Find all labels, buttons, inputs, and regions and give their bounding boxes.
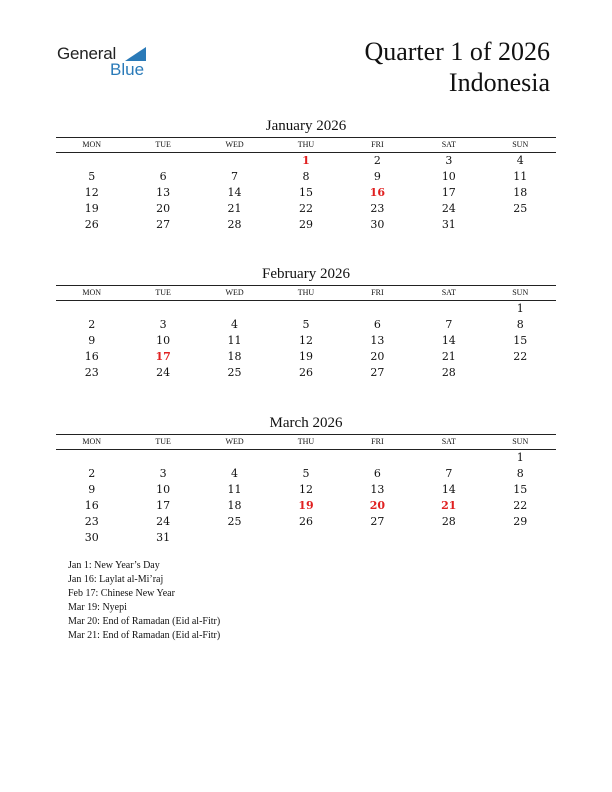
day-cell: 13 (370, 483, 385, 496)
day-cell: 7 (231, 170, 239, 183)
holiday-list (68, 559, 220, 643)
day-cell: 28 (441, 366, 456, 379)
day-cell: 5 (302, 318, 310, 331)
page-title (364, 36, 550, 98)
day-cell: 15 (513, 334, 528, 347)
empty-day-cell (342, 530, 413, 546)
weekday-label: SAT (441, 437, 456, 446)
day-cell: 11 (227, 334, 242, 347)
day-cell: 29 (513, 515, 528, 528)
day-cell: 21 (227, 202, 242, 215)
month-february (56, 265, 556, 381)
day-cell: 12 (84, 186, 99, 199)
weekday-label: SUN (512, 140, 529, 149)
empty-day-cell (56, 153, 127, 169)
day-cell: 9 (88, 483, 96, 496)
week-row (56, 466, 556, 482)
empty-day-cell (270, 301, 341, 317)
day-cell: 8 (516, 467, 524, 480)
weekday-label: MON (82, 288, 102, 297)
week-row (56, 169, 556, 185)
empty-day-cell (342, 301, 413, 317)
day-cell: 20 (156, 202, 171, 215)
weekday-label: SUN (512, 437, 529, 446)
holiday-day-cell: 1 (302, 154, 310, 167)
day-cell: 3 (159, 318, 167, 331)
day-cell: 23 (84, 366, 99, 379)
day-cell: 18 (227, 499, 242, 512)
day-cell: 24 (441, 202, 456, 215)
day-cell: 11 (513, 170, 528, 183)
weekday-label: TUE (155, 288, 171, 297)
day-cell: 4 (231, 467, 239, 480)
day-cell: 25 (227, 366, 242, 379)
day-cell: 16 (84, 499, 99, 512)
week-row (56, 185, 556, 201)
month-title: March 2026 (269, 415, 343, 431)
holiday-note: Mar 20: End of Ramadan (Eid al-Fitr) (68, 616, 221, 627)
day-cell: 24 (156, 366, 171, 379)
weekday-label: SUN (512, 288, 529, 297)
day-cell: 29 (298, 218, 313, 231)
day-cell: 19 (298, 350, 313, 363)
day-cell: 22 (513, 350, 528, 363)
empty-day-cell (127, 450, 198, 466)
logo-general-text: General (57, 44, 117, 63)
logo-blue-text: Blue (110, 60, 145, 79)
week-row (56, 349, 556, 365)
day-cell: 22 (513, 499, 528, 512)
month-title: January 2026 (265, 118, 347, 134)
day-cell: 2 (88, 318, 96, 331)
day-cell: 31 (441, 218, 456, 231)
day-cell: 30 (370, 218, 385, 231)
day-cell: 27 (370, 515, 385, 528)
day-cell: 25 (513, 202, 528, 215)
holiday-day-cell: 21 (441, 499, 457, 512)
holiday-note: Feb 17: Chinese New Year (68, 588, 175, 599)
day-cell: 2 (88, 467, 96, 480)
empty-day-cell (56, 301, 127, 317)
day-cell: 3 (159, 467, 167, 480)
week-row (56, 217, 556, 233)
day-cell: 4 (231, 318, 239, 331)
empty-day-cell (485, 530, 556, 546)
week-row (56, 482, 556, 498)
empty-day-cell (199, 153, 270, 169)
day-cell: 10 (156, 334, 171, 347)
day-cell: 14 (441, 483, 456, 496)
weekday-label: TUE (155, 437, 171, 446)
day-cell: 12 (298, 334, 313, 347)
day-cell: 8 (302, 170, 310, 183)
week-row (56, 450, 556, 466)
day-cell: 16 (84, 350, 99, 363)
day-cell: 24 (156, 515, 171, 528)
empty-day-cell (199, 530, 270, 546)
weekday-label: SAT (441, 288, 456, 297)
weekday-label: FRI (371, 288, 384, 297)
week-row (56, 498, 556, 514)
day-cell: 10 (441, 170, 456, 183)
empty-day-cell (127, 153, 198, 169)
day-cell: 9 (373, 170, 381, 183)
weekday-label: MON (82, 437, 102, 446)
weekday-label: THU (297, 140, 315, 149)
day-cell: 6 (373, 318, 381, 331)
day-cell: 21 (441, 350, 456, 363)
day-cell: 26 (84, 218, 99, 231)
title-country: Indonesia (448, 68, 550, 97)
day-cell: 14 (227, 186, 242, 199)
day-cell: 28 (441, 515, 456, 528)
day-cell: 5 (302, 467, 310, 480)
day-cell: 1 (516, 302, 524, 315)
weekday-header (56, 285, 556, 301)
month-march (56, 414, 556, 546)
weekday-label: THU (297, 288, 315, 297)
day-cell: 23 (370, 202, 385, 215)
weekday-label: TUE (155, 140, 171, 149)
day-cell: 27 (370, 366, 385, 379)
empty-day-cell (342, 450, 413, 466)
day-cell: 31 (156, 531, 171, 544)
day-cell: 20 (370, 350, 385, 363)
week-row (56, 201, 556, 217)
weekday-label: WED (225, 140, 244, 149)
weekday-label: SAT (441, 140, 456, 149)
day-cell: 14 (441, 334, 456, 347)
day-cell: 18 (513, 186, 528, 199)
holiday-day-cell: 16 (369, 186, 386, 199)
holiday-note: Jan 1: New Year’s Day (68, 560, 160, 571)
holiday-note: Mar 21: End of Ramadan (Eid al-Fitr) (68, 630, 221, 641)
empty-day-cell (413, 450, 484, 466)
week-row (56, 514, 556, 530)
day-cell: 17 (441, 186, 456, 199)
week-row (56, 153, 556, 169)
day-cell: 15 (513, 483, 528, 496)
week-row (56, 365, 556, 381)
day-cell: 12 (298, 483, 313, 496)
day-cell: 25 (227, 515, 242, 528)
empty-day-cell (199, 301, 270, 317)
day-cell: 4 (516, 154, 524, 167)
holiday-note: Mar 19: Nyepi (68, 602, 127, 613)
day-cell: 7 (445, 318, 453, 331)
weekday-label: FRI (371, 140, 384, 149)
day-cell: 27 (156, 218, 171, 231)
day-cell: 22 (298, 202, 313, 215)
day-cell: 28 (227, 218, 242, 231)
weekday-header (56, 434, 556, 450)
week-row (56, 530, 556, 546)
day-cell: 3 (445, 154, 453, 167)
holiday-day-cell: 19 (298, 499, 314, 512)
week-row (56, 317, 556, 333)
day-cell: 6 (373, 467, 381, 480)
day-cell: 26 (298, 366, 313, 379)
empty-day-cell (199, 450, 270, 466)
empty-day-cell (270, 530, 341, 546)
day-cell: 2 (373, 154, 381, 167)
empty-day-cell (485, 217, 556, 233)
day-cell: 19 (84, 202, 99, 215)
day-cell: 5 (88, 170, 96, 183)
weekday-label: WED (225, 437, 244, 446)
day-cell: 15 (298, 186, 313, 199)
logo-triangle-icon (125, 47, 146, 61)
weekday-header (56, 137, 556, 153)
holiday-day-cell: 20 (369, 499, 386, 512)
week-row (56, 333, 556, 349)
holiday-day-cell: 17 (155, 350, 171, 363)
week-row (56, 301, 556, 317)
empty-day-cell (413, 530, 484, 546)
empty-day-cell (485, 365, 556, 381)
day-cell: 18 (227, 350, 242, 363)
day-cell: 13 (370, 334, 385, 347)
day-cell: 1 (516, 451, 524, 464)
empty-day-cell (56, 450, 127, 466)
month-january (56, 117, 556, 233)
weekday-label: THU (297, 437, 315, 446)
day-cell: 13 (156, 186, 171, 199)
empty-day-cell (270, 450, 341, 466)
day-cell: 26 (298, 515, 313, 528)
month-title: February 2026 (262, 266, 350, 282)
day-cell: 11 (227, 483, 242, 496)
weekday-label: MON (82, 140, 102, 149)
day-cell: 6 (159, 170, 167, 183)
holiday-note: Jan 16: Laylat al-Mi’raj (68, 574, 164, 585)
weekday-label: FRI (371, 437, 384, 446)
title-quarter: Quarter 1 of 2026 (364, 37, 550, 66)
day-cell: 17 (156, 499, 171, 512)
day-cell: 23 (84, 515, 99, 528)
day-cell: 8 (516, 318, 524, 331)
weekday-label: WED (225, 288, 244, 297)
day-cell: 7 (445, 467, 453, 480)
day-cell: 30 (84, 531, 99, 544)
day-cell: 10 (156, 483, 171, 496)
generalblue-logo (57, 44, 157, 84)
empty-day-cell (413, 301, 484, 317)
day-cell: 9 (88, 334, 96, 347)
empty-day-cell (127, 301, 198, 317)
